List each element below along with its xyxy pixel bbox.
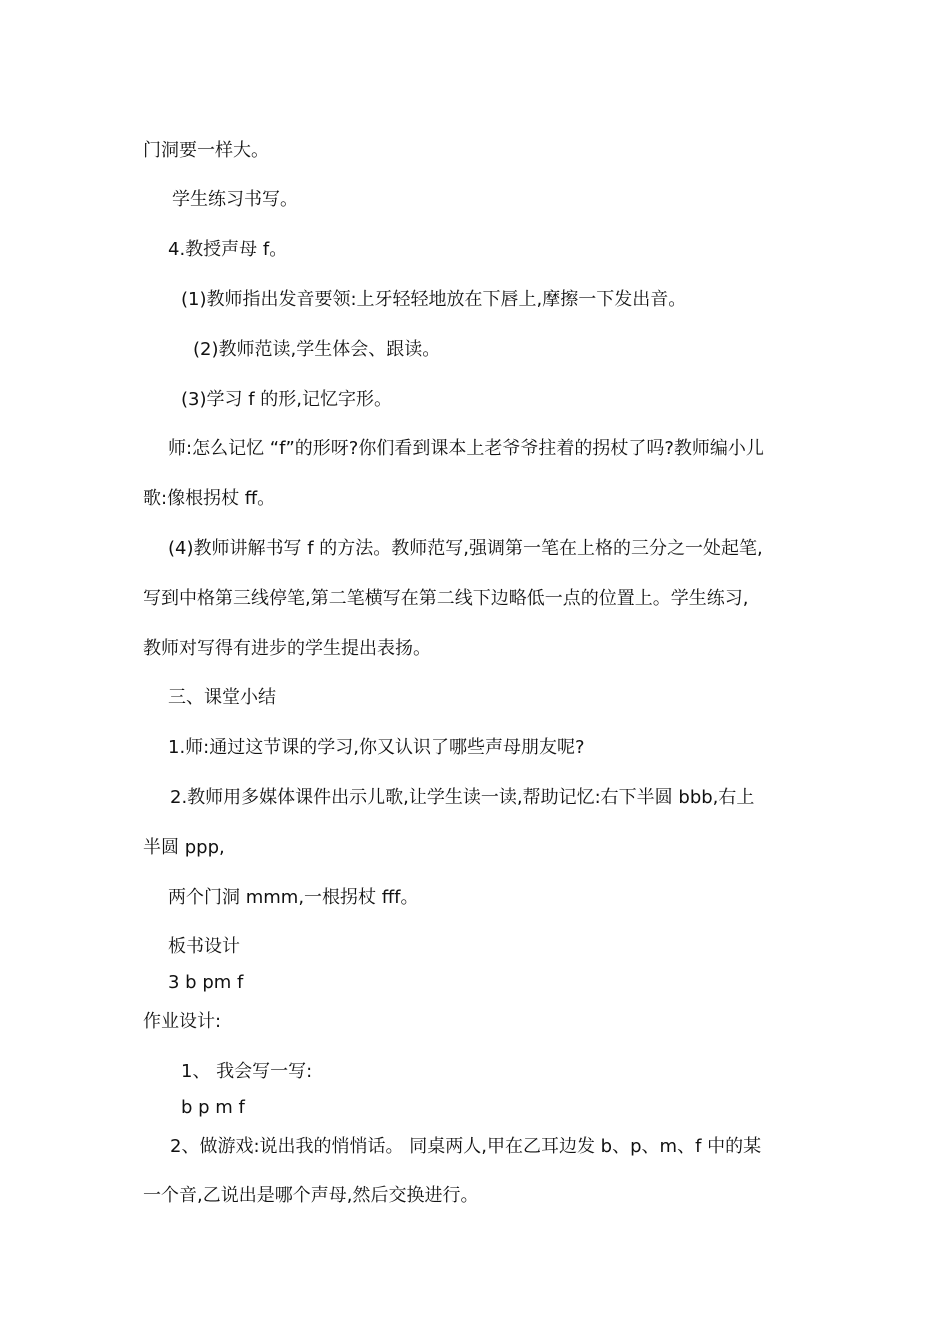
text-line-5: (2)教师范读,学生体会、跟读。 [193, 339, 441, 360]
text-line-4: (1)教师指出发音要领:上牙轻轻地放在下唇上,摩擦一下发出音。 [181, 289, 687, 310]
text-line-6: (3)学习 f 的形,记忆字形。 [181, 389, 392, 410]
text-line-8: 歌:像根拐杖 ff。 [143, 488, 276, 509]
text-line-2: 学生练习书写。 [172, 189, 298, 210]
text-line-9: (4)教师讲解书写 f 的方法。教师范写,强调第一笔在上格的三分之一处起笔, [168, 538, 763, 559]
text-line-1: 门洞要一样大。 [143, 140, 269, 161]
text-line-15: 半圆 ppp, [143, 837, 225, 858]
text-line-14: 2.教师用多媒体课件出示儿歌,让学生读一读,帮助记忆:右下半圆 bbb,右上 [170, 787, 755, 808]
text-line-23: 一个音,乙说出是哪个声母,然后交换进行。 [143, 1185, 479, 1206]
section-heading-summary: 三、课堂小结 [168, 687, 276, 708]
text-line-3: 4.教授声母 f。 [168, 239, 288, 260]
text-line-11: 教师对写得有进步的学生提出表扬。 [143, 638, 431, 659]
section-heading-board-design: 板书设计 [168, 936, 240, 957]
text-line-16: 两个门洞 mmm,一根拐杖 fff。 [168, 887, 419, 908]
text-line-10: 写到中格第三线停笔,第二笔横写在第二线下边略低一点的位置上。学生练习, [143, 588, 749, 609]
homework-item-1: 1、 我会写一写: [181, 1061, 313, 1082]
homework-item-2: 2、做游戏:说出我的悄悄话。 同桌两人,甲在乙耳边发 b、p、m、f 中的某 [170, 1136, 762, 1157]
board-design-content: 3 b pm f [168, 972, 244, 993]
section-heading-homework: 作业设计: [143, 1011, 222, 1032]
text-line-7: 师:怎么记忆 “f”的形呀?你们看到课本上老爷爷拄着的拐杖了吗?教师编小儿 [168, 438, 764, 459]
homework-letters: b p m f [181, 1097, 245, 1118]
text-line-13: 1.师:通过这节课的学习,你又认识了哪些声母朋友呢? [168, 737, 585, 758]
